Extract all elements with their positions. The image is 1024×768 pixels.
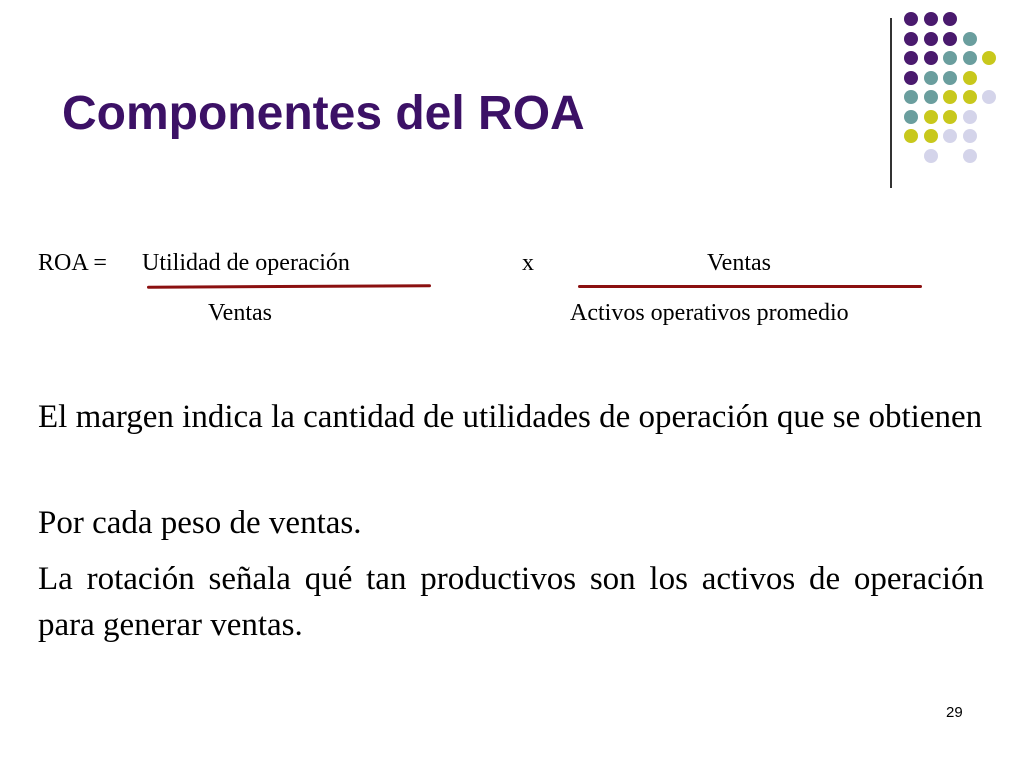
page-number: 29 bbox=[946, 704, 963, 721]
decorative-dot bbox=[904, 90, 918, 104]
paragraph-margin: El margen indica la cantidad de utilidades de operación que se obtienen bbox=[38, 399, 983, 435]
formula-operator: x bbox=[522, 250, 534, 276]
decorative-dot bbox=[924, 90, 938, 104]
decorative-dot bbox=[924, 51, 938, 65]
decorative-dot bbox=[982, 51, 996, 65]
fraction1-numerator: Utilidad de operación bbox=[142, 250, 350, 276]
decorative-dot bbox=[904, 51, 918, 65]
decorative-dot bbox=[904, 71, 918, 85]
decorative-dot bbox=[924, 12, 938, 26]
fraction2-denominator: Activos operativos promedio bbox=[570, 300, 849, 326]
decorative-dot bbox=[963, 90, 977, 104]
decorative-dot bbox=[963, 149, 977, 163]
decorative-dot bbox=[924, 71, 938, 85]
decorative-dot bbox=[943, 110, 957, 124]
slide-title: Componentes del ROA bbox=[62, 87, 585, 140]
fraction2-numerator: Ventas bbox=[707, 250, 771, 276]
decorative-dot bbox=[924, 110, 938, 124]
decorative-dot bbox=[943, 129, 957, 143]
fraction1-bar bbox=[147, 284, 431, 288]
fraction2-bar bbox=[578, 285, 922, 288]
decorative-dot bbox=[963, 71, 977, 85]
paragraph-rotation: La rotación señala qué tan productivos son los activos de operación para generar ventas. bbox=[38, 561, 984, 643]
decorative-dot bbox=[904, 110, 918, 124]
decorative-dot bbox=[943, 12, 957, 26]
decorative-dot bbox=[963, 51, 977, 65]
decorative-dot bbox=[943, 32, 957, 46]
decorative-dot bbox=[963, 110, 977, 124]
decorative-dot bbox=[924, 129, 938, 143]
decorative-dot bbox=[924, 32, 938, 46]
decorative-dot bbox=[943, 90, 957, 104]
decorative-dot bbox=[943, 51, 957, 65]
decorative-dot bbox=[963, 32, 977, 46]
fraction1-denominator: Ventas bbox=[208, 300, 272, 326]
decorative-dot-grid bbox=[904, 12, 1024, 182]
formula-lhs: ROA = bbox=[38, 250, 107, 276]
paragraph-per-peso: Por cada peso de ventas. bbox=[38, 505, 362, 541]
decorative-dot bbox=[943, 71, 957, 85]
decorative-dot bbox=[924, 149, 938, 163]
decorative-dot bbox=[904, 129, 918, 143]
decorative-dot bbox=[982, 90, 996, 104]
decorative-dot bbox=[904, 32, 918, 46]
decorative-divider bbox=[890, 18, 892, 188]
decorative-dot bbox=[963, 129, 977, 143]
decorative-dot bbox=[904, 12, 918, 26]
